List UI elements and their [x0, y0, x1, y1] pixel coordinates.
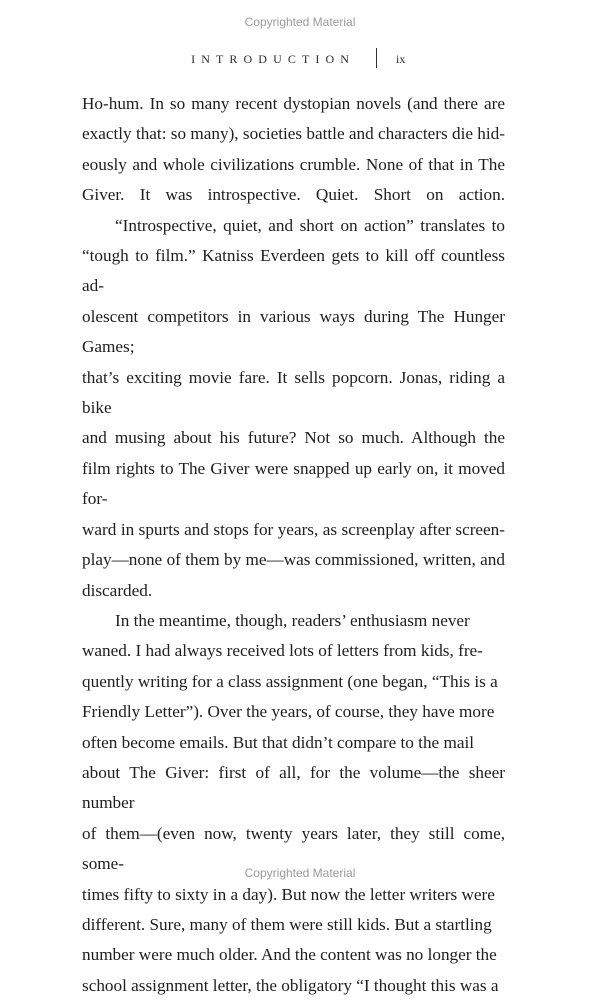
- text-line: Giver. It was introspective. Quiet. Short on action.: [82, 185, 505, 205]
- text-line: waned. I had always received lots of letters from kids, fre-: [82, 641, 483, 661]
- text-line: film rights to The Giver were snapped up early on, it moved for-: [82, 458, 505, 509]
- text-line: times fifty to sixty in a day). But now the letter writers were: [82, 884, 495, 904]
- paragraph-3: [82, 606, 505, 1001]
- text-line: about The Giver: first of all, for the volume—the sheer number: [82, 762, 505, 813]
- running-head: [0, 48, 600, 72]
- text-line: quently writing for a class assignment (one began, “This is a: [82, 671, 498, 691]
- text-line: school assignment letter, the obligatory “I thought this was a: [82, 975, 499, 995]
- text-line: “tough to film.” Katniss Everdeen gets to kill off countless ad-: [82, 246, 505, 296]
- text-line: olescent competitors in various ways during The Hunger Games;: [82, 306, 505, 357]
- text-line: “Introspective, quiet, and short on action” translates to: [115, 215, 505, 235]
- text-line: that’s exciting movie fare. It sells popcorn. Jonas, riding a bike: [82, 367, 505, 418]
- text-line: and musing about his future? Not so much. Although the: [82, 428, 505, 448]
- body-text: [82, 89, 505, 1001]
- header-divider: [376, 48, 377, 68]
- text-line: ward in spurts and stops for years, as screenplay after screen-: [82, 519, 505, 539]
- section-title: INTRODUCTION: [191, 52, 355, 66]
- text-line: of them—(even now, twenty years later, they still come, some-: [82, 823, 505, 874]
- text-line: different. Sure, many of them were still kids. But a startling: [82, 914, 492, 934]
- text-line: play—none of them by me—was commissioned, written, and: [82, 550, 505, 570]
- page-number: ix: [396, 52, 406, 66]
- text-line: number were much older. And the content was no longer the: [82, 945, 497, 965]
- text-line: In the meantime, though, readers’ enthusiasm never: [115, 610, 470, 630]
- copyright-watermark-top: Copyrighted Material: [244, 15, 356, 29]
- text-line: Ho-hum. In so many recent dystopian novels (and there are: [82, 94, 505, 113]
- paragraph-2: [82, 211, 505, 606]
- paragraph-1: [82, 89, 505, 211]
- text-line: discarded.: [82, 580, 153, 600]
- text-line: eously and whole civilizations crumble. None of that in The: [82, 154, 505, 174]
- text-line: Friendly Letter”). Over the years, of course, they have more: [82, 702, 495, 722]
- copyright-watermark-bottom: Copyrighted Material: [244, 866, 356, 880]
- text-line: often become emails. But that didn’t compare to the mail: [82, 732, 475, 752]
- text-line: exactly that: so many), societies battle and characters die hid-: [82, 124, 505, 144]
